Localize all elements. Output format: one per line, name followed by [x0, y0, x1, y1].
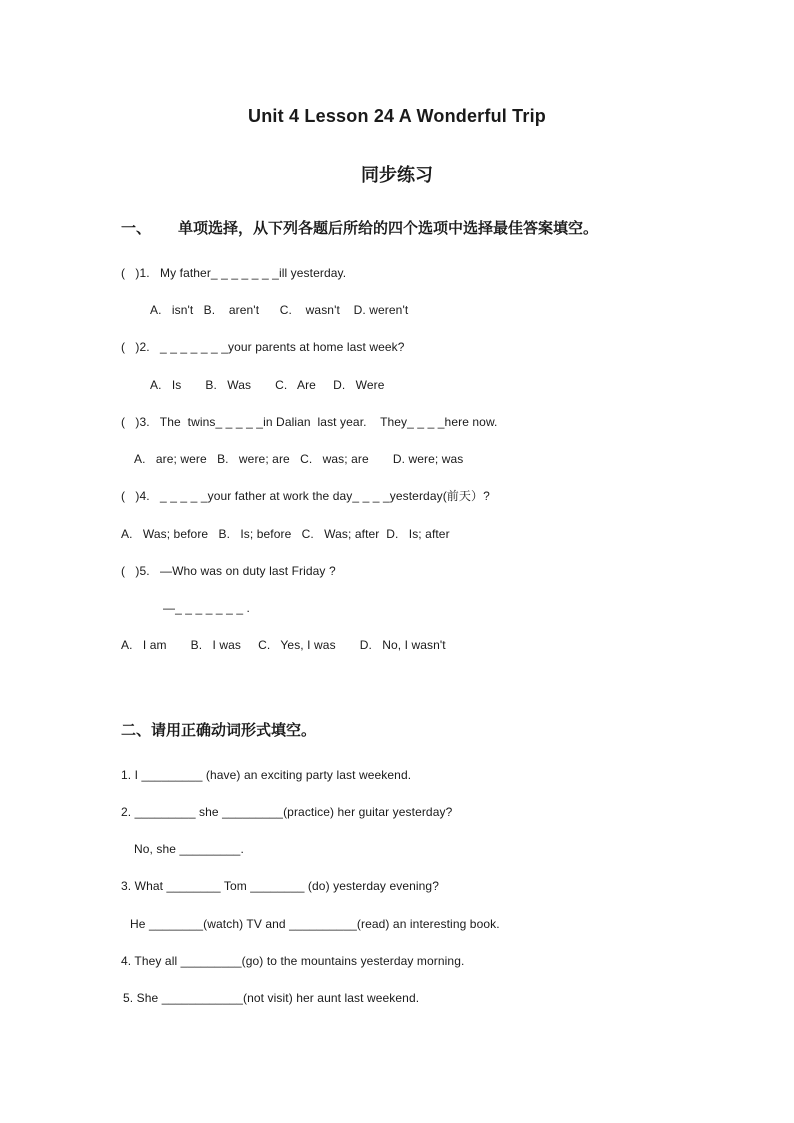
section1-heading: 单项选择，从下列各题后所给的四个选项中选择最佳答案填空。 [178, 219, 599, 237]
question-2-options: A. Is B. Was C. Are D. Were [150, 378, 385, 392]
question-5-answer-blank: —_ _ _ _ _ _ _ . [163, 601, 250, 615]
question-5-options: A. I am B. I was C. Yes, I was D. No, I wasn't [121, 638, 446, 652]
fill-sentence-2: 2. _________ she _________(practice) her guitar yesterday? [121, 805, 453, 819]
question-4: ( )4. _ _ _ _ _your father at work the day_ _ _ _yesterday(前天）? [121, 489, 490, 503]
section1-number: 一、 [121, 219, 152, 237]
question-3: ( )3. The twins_ _ _ _ _in Dalian last year. They_ _ _ _here now. [121, 415, 498, 429]
section2-heading: 二、请用正确动词形式填空。 [121, 721, 317, 739]
question-3-options: A. are; were B. were; are C. was; are D. were; was [134, 452, 464, 466]
page-subtitle: 同步练习 [361, 165, 433, 185]
page-title: Unit 4 Lesson 24 A Wonderful Trip [248, 106, 546, 126]
fill-sentence-1: 1. I _________ (have) an exciting party last weekend. [121, 768, 412, 782]
fill-sentence-2-reply: No, she _________. [134, 842, 244, 856]
question-5: ( )5. —Who was on duty last Friday ? [121, 564, 336, 578]
fill-sentence-5: 5. She ____________(not visit) her aunt last weekend. [123, 991, 420, 1005]
fill-sentence-3-reply: He ________(watch) TV and __________(read) an interesting book. [130, 917, 500, 931]
fill-sentence-3: 3. What ________ Tom ________ (do) yesterday evening? [121, 879, 439, 893]
question-2: ( )2. _ _ _ _ _ _ _your parents at home last week? [121, 340, 405, 354]
question-4-options: A. Was; before B. Is; before C. Was; after D. Is; after [121, 527, 450, 541]
question-1: ( )1. My father_ _ _ _ _ _ _ill yesterday. [121, 266, 347, 280]
question-1-options: A. isn't B. aren't C. wasn't D. weren't [150, 303, 409, 317]
fill-sentence-4: 4. They all _________(go) to the mountains yesterday morning. [121, 954, 465, 968]
